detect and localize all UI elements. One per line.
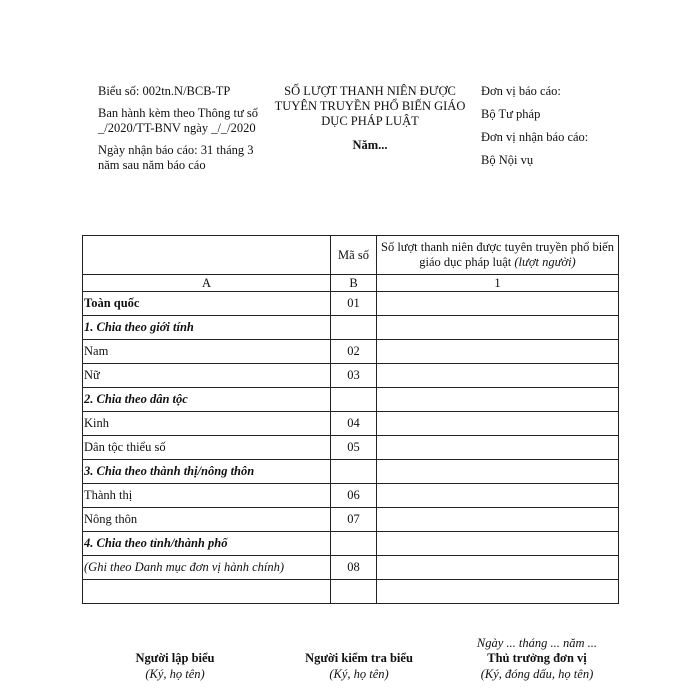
table-row [83, 436, 619, 460]
row-label: Toàn quốc [83, 292, 331, 316]
form-info [98, 84, 258, 180]
row-value[interactable] [377, 580, 619, 604]
row-value[interactable] [377, 364, 619, 388]
row-code [331, 532, 377, 556]
row-label [83, 580, 331, 604]
row-label: (Ghi theo Danh mục đơn vị hành chính) [83, 556, 331, 580]
row-value[interactable] [377, 532, 619, 556]
row-value[interactable] [377, 556, 619, 580]
row-label: Nam [83, 340, 331, 364]
row-value[interactable] [377, 508, 619, 532]
reporting-unit: Bộ Tư pháp [481, 107, 541, 121]
table-row [83, 580, 619, 604]
row-code: 01 [331, 292, 377, 316]
row-value[interactable] [377, 388, 619, 412]
form-code: Biểu số: 002tn.N/BCB-TP [98, 84, 231, 98]
row-value[interactable] [377, 484, 619, 508]
row-code: 03 [331, 364, 377, 388]
row-value[interactable] [377, 436, 619, 460]
row-code: 08 [331, 556, 377, 580]
table-row [83, 340, 619, 364]
row-label: Nữ [83, 364, 331, 388]
report-year: Năm... [352, 138, 388, 152]
signature-date-line: Ngày ... tháng ... năm ... [476, 636, 598, 650]
header-value-cell [377, 236, 619, 275]
row-label: 3. Chia theo thành thị/nông thôn [83, 460, 331, 484]
row-label: 4. Chia theo tỉnh/thành phố [83, 532, 331, 556]
preparer-signature [110, 650, 240, 682]
header-label-cell [83, 236, 331, 275]
row-value[interactable] [377, 316, 619, 340]
letter-b: B [331, 275, 377, 292]
reporting-unit-label: Đơn vị báo cáo: [481, 84, 561, 98]
table-row [83, 388, 619, 412]
preparer-title: Người lập biểu [135, 651, 215, 665]
letter-a: A [83, 275, 331, 292]
table-row [83, 316, 619, 340]
row-code: 06 [331, 484, 377, 508]
receiving-unit-label: Đơn vị nhận báo cáo: [481, 130, 589, 144]
letter-1: 1 [377, 275, 619, 292]
preparer-note: (Ký, họ tên) [145, 667, 205, 681]
header-value-unit: (lượt người) [514, 255, 576, 269]
head-title: Thủ trưởng đơn vị [487, 651, 587, 665]
report-title: SỐ LƯỢT THANH NIÊN ĐƯỢC TUYÊN TRUYỀN PHỔ BIẾN GIÁO DỤC PHÁP LUẬT [274, 84, 466, 128]
receiving-unit: Bộ Nội vụ [481, 153, 534, 167]
row-code [331, 460, 377, 484]
table-row [83, 532, 619, 556]
table-row [83, 460, 619, 484]
receive-date-note: Ngày nhận báo cáo: 31 tháng 3 năm sau năm báo cáo [98, 143, 254, 172]
row-code [331, 388, 377, 412]
header-value-text: Số lượt thanh niên được tuyên truyền phổ biến giáo dục pháp luật [381, 240, 614, 269]
head-signature [462, 650, 612, 682]
table-letter-row [83, 275, 619, 292]
report-heading [268, 84, 472, 153]
table-row [83, 292, 619, 316]
issued-with-note: Ban hành kèm theo Thông tư số _/2020/TT-BNV ngày _/_/2020 [98, 106, 258, 135]
row-code: 04 [331, 412, 377, 436]
checker-signature [284, 650, 434, 682]
checker-note: (Ký, họ tên) [329, 667, 389, 681]
row-label: Dân tộc thiểu số [83, 436, 331, 460]
row-code: 02 [331, 340, 377, 364]
row-code [331, 580, 377, 604]
row-value[interactable] [377, 292, 619, 316]
table-row [83, 484, 619, 508]
table-row [83, 364, 619, 388]
unit-info [481, 84, 631, 176]
table-header-row [83, 236, 619, 275]
table-row [83, 412, 619, 436]
head-note: (Ký, đóng dấu, họ tên) [480, 667, 594, 681]
header-code-cell: Mã số [331, 236, 377, 275]
table-row [83, 508, 619, 532]
row-label: Nông thôn [83, 508, 331, 532]
row-code [331, 316, 377, 340]
row-value[interactable] [377, 460, 619, 484]
table-row [83, 556, 619, 580]
row-code: 07 [331, 508, 377, 532]
row-label: Kinh [83, 412, 331, 436]
row-label: Thành thị [83, 484, 331, 508]
row-label: 1. Chia theo giới tính [83, 316, 331, 340]
row-label: 2. Chia theo dân tộc [83, 388, 331, 412]
row-value[interactable] [377, 340, 619, 364]
checker-title: Người kiểm tra biểu [305, 651, 413, 665]
row-value[interactable] [377, 412, 619, 436]
row-code: 05 [331, 436, 377, 460]
report-table [82, 235, 619, 604]
